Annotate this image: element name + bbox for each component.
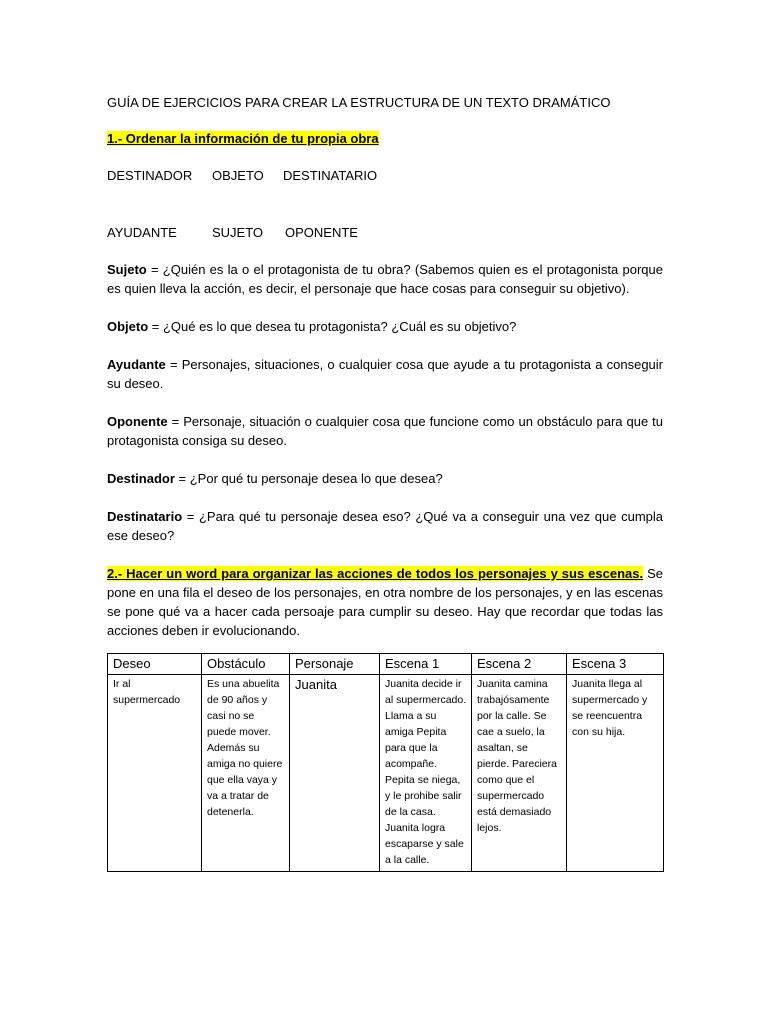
definition-term: Ayudante: [107, 357, 166, 372]
actant-ayudante: AYUDANTE: [107, 225, 177, 240]
definition-text: = ¿Qué es lo que desea tu protagonista? ¿Cuál es su objetivo?: [148, 319, 517, 334]
definition-text: = ¿Para qué tu personaje desea eso? ¿Qué va a conseguir una vez que cumpla ese deseo?: [107, 509, 663, 543]
section1-heading-line: [107, 130, 663, 147]
actant-destinatario: DESTINATARIO: [283, 168, 378, 183]
scenes-table: [107, 653, 664, 872]
table-header-escena-3: Escena 3: [567, 654, 664, 675]
actant-destinador: DESTINADOR: [107, 168, 193, 183]
definition-term: Oponente: [107, 414, 168, 429]
definition-objeto: [107, 317, 663, 336]
definition-text: = Personaje, situación o cualquier cosa que funcione como un obstáculo para que tu protagonista consiga su deseo.: [107, 414, 663, 448]
definition-term: Destinatario: [107, 509, 183, 524]
cell-escena-1: Juanita decide ir al supermercado. Llama a su amiga Pepita para que la acompañe. Pepita se niega, y le prohibe salir de la casa. Juanita logra escaparse y sale a la calle.: [380, 675, 472, 872]
actant-sujeto: SUJETO: [212, 225, 264, 240]
definition-oponente: [107, 412, 663, 450]
section2-paragraph: [107, 564, 663, 640]
table-header-row: [108, 654, 664, 675]
definition-destinatario: [107, 507, 663, 545]
table-row: [108, 675, 664, 872]
actants-row-bottom: [107, 225, 663, 241]
actants-row-top: [107, 168, 663, 184]
document-title: GUÍA DE EJERCICIOS PARA CREAR LA ESTRUCTURA DE UN TEXTO DRAMÁTICO: [107, 95, 611, 110]
section2-heading: 2.- Hacer un word para organizar las acciones de todos los personajes y sus escenas.: [107, 566, 644, 581]
definition-term: Destinador: [107, 471, 175, 486]
table-header-escena-1: Escena 1: [380, 654, 472, 675]
cell-escena-3: Juanita llega al supermercado y se reencuentra con su hija.: [567, 675, 664, 872]
table-header-escena-2: Escena 2: [472, 654, 567, 675]
definition-destinador: [107, 469, 663, 488]
cell-obstaculo: Es una abuelita de 90 años y casi no se puede mover. Además su amiga no quiere que ella vaya y va a tratar de detenerla.: [202, 675, 290, 872]
definition-sujeto: [107, 260, 663, 298]
cell-personaje: Juanita: [290, 675, 380, 872]
section1-heading: 1.- Ordenar la información de tu propia obra: [107, 131, 379, 146]
section2-text: Se pone en una fila el deseo de los personajes, en otra nombre de los personajes, y en las escenas se pone qué va a hacer cada persoaje para cumplir su deseo. Hay que recordar que todas las acciones deben ir evolucionando.: [107, 566, 664, 638]
actant-objeto: OBJETO: [212, 168, 264, 183]
cell-deseo: Ir al supermercado: [108, 675, 202, 872]
definition-text: = ¿Quién es la o el protagonista de tu obra? (Sabemos quien es el protagonista porque es quien lleva la acción, es decir, el personaje que hace cosas para conseguir su objetivo).: [107, 262, 663, 296]
actant-oponente: OPONENTE: [285, 225, 358, 240]
definition-ayudante: [107, 355, 663, 393]
definition-term: Sujeto: [107, 262, 147, 277]
definition-text: = Personajes, situaciones, o cualquier cosa que ayude a tu protagonista a conseguir su deseo.: [107, 357, 663, 391]
table-header-deseo: Deseo: [108, 654, 202, 675]
definition-term: Objeto: [107, 319, 149, 334]
definition-text: = ¿Por qué tu personaje desea lo que desea?: [174, 471, 443, 486]
table-header-personaje: Personaje: [290, 654, 380, 675]
cell-escena-2: Juanita camina trabajósamente por la calle. Se cae a suelo, la asaltan, se pierde. Pareciera como que el supermercado está demasiado lejos.: [472, 675, 567, 872]
table-header-obstaculo: Obstáculo: [202, 654, 290, 675]
